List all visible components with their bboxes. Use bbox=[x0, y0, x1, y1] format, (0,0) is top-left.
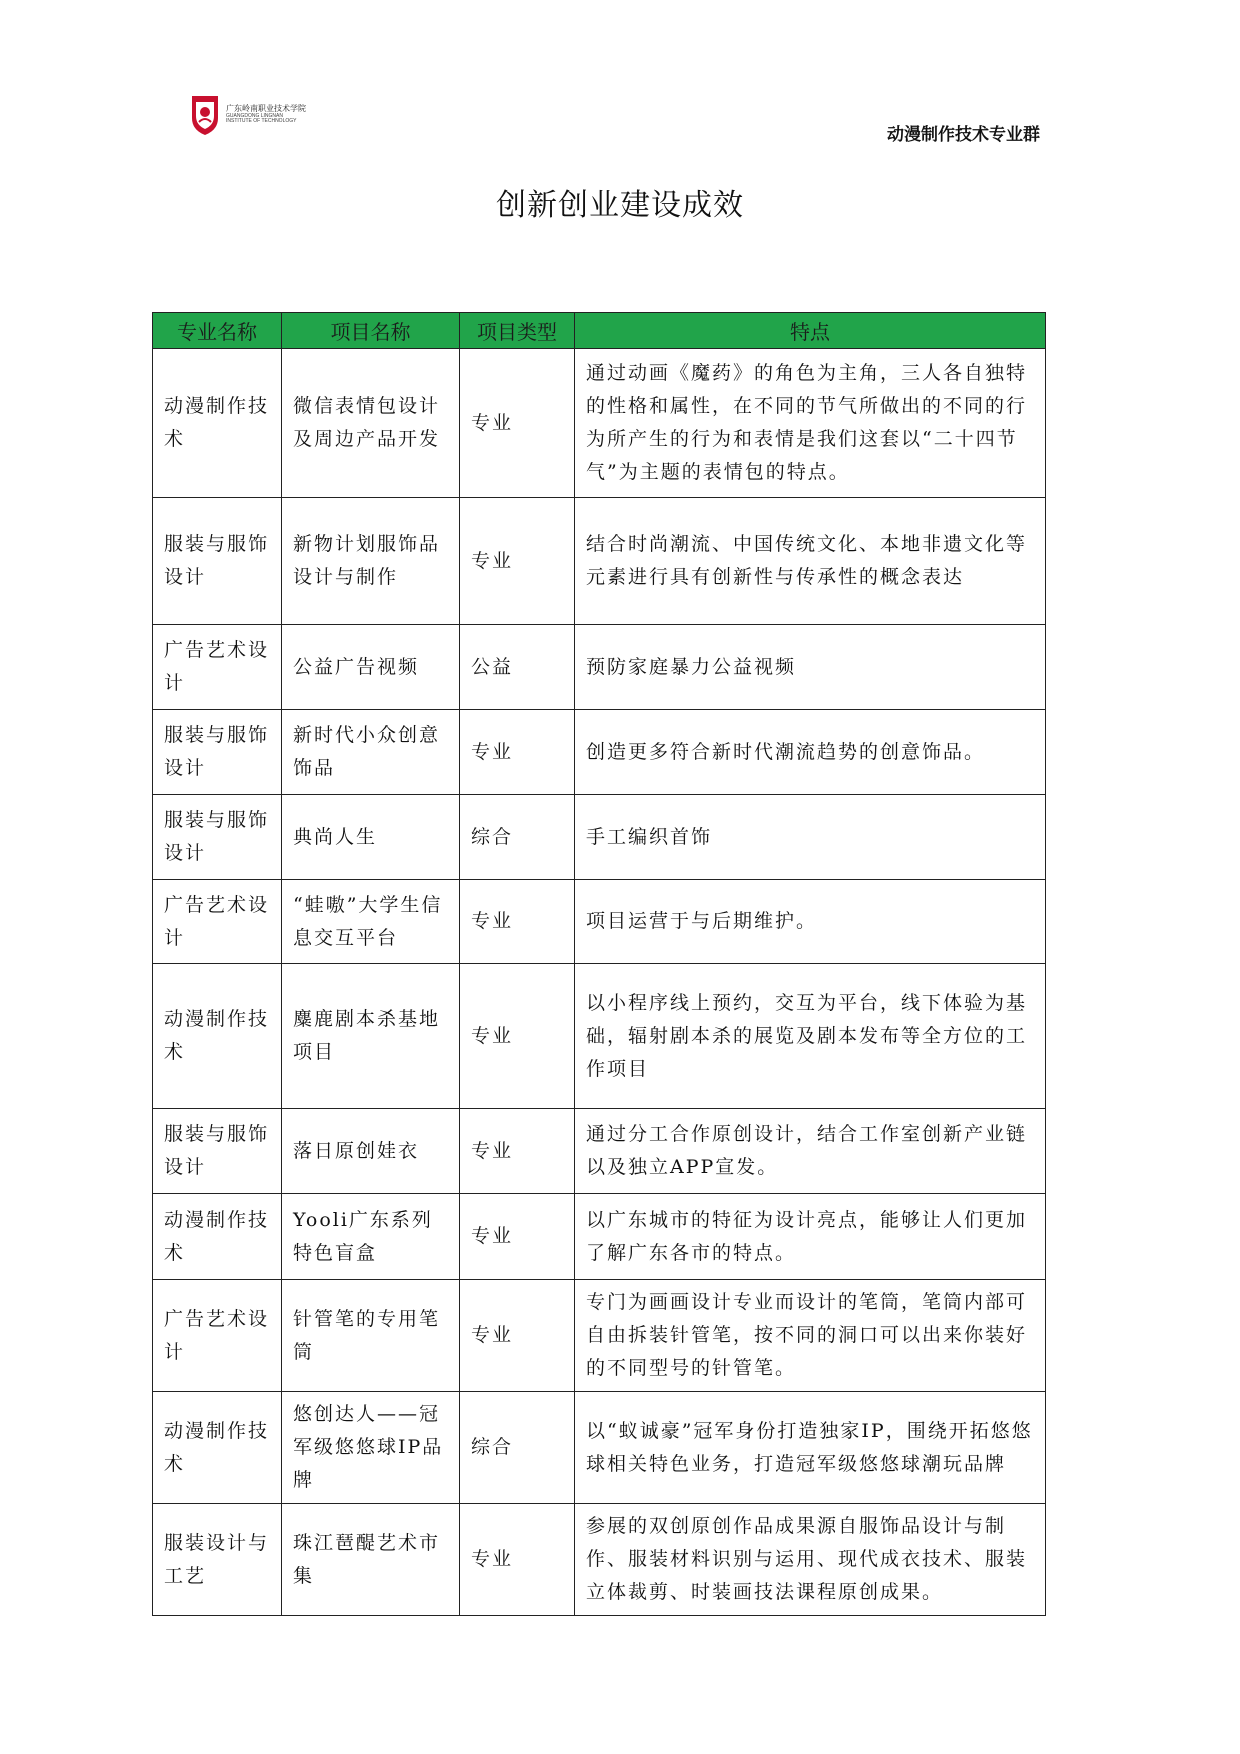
cell-type: 综合 bbox=[460, 1392, 575, 1504]
cell-project: 落日原创娃衣 bbox=[282, 1109, 460, 1194]
cell-features: 通过动画《魔药》的角色为主角，三人各自独特的性格和属性，在不同的节气所做出的不同的行为所产生的行为和表情是我们这套以“二十四节气”为主题的表情包的特点。 bbox=[575, 349, 1046, 498]
results-table bbox=[152, 312, 1046, 1616]
cell-major: 广告艺术设计 bbox=[153, 880, 282, 964]
cell-major: 广告艺术设计 bbox=[153, 1280, 282, 1392]
cell-project: 新物计划服饰品设计与制作 bbox=[282, 498, 460, 625]
cell-major: 服装与服饰设计 bbox=[153, 795, 282, 880]
cell-project: 新时代小众创意饰品 bbox=[282, 710, 460, 795]
table-row bbox=[153, 1280, 1046, 1392]
cell-project: 悠创达人——冠军级悠悠球IP品牌 bbox=[282, 1392, 460, 1504]
col-header-type: 项目类型 bbox=[460, 313, 575, 349]
major-group-label: 动漫制作技术专业群 bbox=[887, 125, 1040, 145]
table-row bbox=[153, 1109, 1046, 1194]
table-row bbox=[153, 710, 1046, 795]
col-header-project: 项目名称 bbox=[282, 313, 460, 349]
col-header-features: 特点 bbox=[575, 313, 1046, 349]
cell-features: 预防家庭暴力公益视频 bbox=[575, 625, 1046, 710]
cell-project: 珠江琶醍艺术市集 bbox=[282, 1504, 460, 1616]
cell-features: 通过分工合作原创设计，结合工作室创新产业链以及独立APP宣发。 bbox=[575, 1109, 1046, 1194]
table-row bbox=[153, 625, 1046, 710]
shield-logo-icon bbox=[190, 94, 220, 136]
cell-major: 动漫制作技术 bbox=[153, 349, 282, 498]
cell-type: 专业 bbox=[460, 1280, 575, 1392]
cell-project: “蛙嗷”大学生信息交互平台 bbox=[282, 880, 460, 964]
cell-features: 参展的双创原创作品成果源自服饰品设计与制作、服装材料识别与运用、现代成衣技术、服装立体裁剪、时装画技法课程原创成果。 bbox=[575, 1504, 1046, 1616]
page-title: 创新创业建设成效 bbox=[496, 188, 744, 224]
cell-major: 服装与服饰设计 bbox=[153, 1109, 282, 1194]
cell-project: 针管笔的专用笔筒 bbox=[282, 1280, 460, 1392]
cell-major: 服装与服饰设计 bbox=[153, 498, 282, 625]
table-row bbox=[153, 964, 1046, 1109]
col-header-major: 专业名称 bbox=[153, 313, 282, 349]
cell-features: 以小程序线上预约，交互为平台，线下体验为基础，辐射剧本杀的展览及剧本发布等全方位的工作项目 bbox=[575, 964, 1046, 1109]
logo-name-en-1: GUANGDONG LINGNAN bbox=[226, 112, 283, 119]
table-row bbox=[153, 1392, 1046, 1504]
table-row bbox=[153, 880, 1046, 964]
table-row bbox=[153, 1504, 1046, 1616]
table-row bbox=[153, 1194, 1046, 1280]
cell-major: 服装与服饰设计 bbox=[153, 710, 282, 795]
cell-features: 手工编织首饰 bbox=[575, 795, 1046, 880]
cell-project: 微信表情包设计及周边产品开发 bbox=[282, 349, 460, 498]
cell-major: 服装设计与工艺 bbox=[153, 1504, 282, 1616]
table-header-row bbox=[153, 313, 1046, 349]
table-row bbox=[153, 349, 1046, 498]
logo-name-en-2: INSTITUTE OF TECHNOLOGY bbox=[226, 118, 297, 125]
cell-major: 广告艺术设计 bbox=[153, 625, 282, 710]
cell-major: 动漫制作技术 bbox=[153, 964, 282, 1109]
cell-features: 以广东城市的特征为设计亮点，能够让人们更加了解广东各市的特点。 bbox=[575, 1194, 1046, 1280]
cell-features: 以“蚁诚豪”冠军身份打造独家IP，围绕开拓悠悠球相关特色业务，打造冠军级悠悠球潮玩品牌 bbox=[575, 1392, 1046, 1504]
cell-major: 动漫制作技术 bbox=[153, 1194, 282, 1280]
school-logo bbox=[190, 90, 330, 140]
cell-features: 结合时尚潮流、中国传统文化、本地非遗文化等元素进行具有创新性与传承性的概念表达 bbox=[575, 498, 1046, 625]
cell-type: 专业 bbox=[460, 1194, 575, 1280]
cell-type: 专业 bbox=[460, 1504, 575, 1616]
cell-type: 专业 bbox=[460, 880, 575, 964]
cell-project: 公益广告视频 bbox=[282, 625, 460, 710]
cell-type: 专业 bbox=[460, 964, 575, 1109]
cell-major: 动漫制作技术 bbox=[153, 1392, 282, 1504]
cell-project: 麋鹿剧本杀基地项目 bbox=[282, 964, 460, 1109]
table-row bbox=[153, 795, 1046, 880]
cell-type: 专业 bbox=[460, 710, 575, 795]
logo-name-cn: 广东岭南职业技术学院 bbox=[226, 104, 306, 114]
cell-features: 专门为画画设计专业而设计的笔筒，笔筒内部可自由拆装针管笔，按不同的洞口可以出来你装好的不同型号的针管笔。 bbox=[575, 1280, 1046, 1392]
table-row bbox=[153, 498, 1046, 625]
cell-features: 项目运营于与后期维护。 bbox=[575, 880, 1046, 964]
cell-type: 综合 bbox=[460, 795, 575, 880]
cell-type: 专业 bbox=[460, 498, 575, 625]
cell-type: 专业 bbox=[460, 1109, 575, 1194]
cell-type: 专业 bbox=[460, 349, 575, 498]
cell-project: Yooli广东系列特色盲盒 bbox=[282, 1194, 460, 1280]
cell-project: 典尚人生 bbox=[282, 795, 460, 880]
cell-type: 公益 bbox=[460, 625, 575, 710]
cell-features: 创造更多符合新时代潮流趋势的创意饰品。 bbox=[575, 710, 1046, 795]
